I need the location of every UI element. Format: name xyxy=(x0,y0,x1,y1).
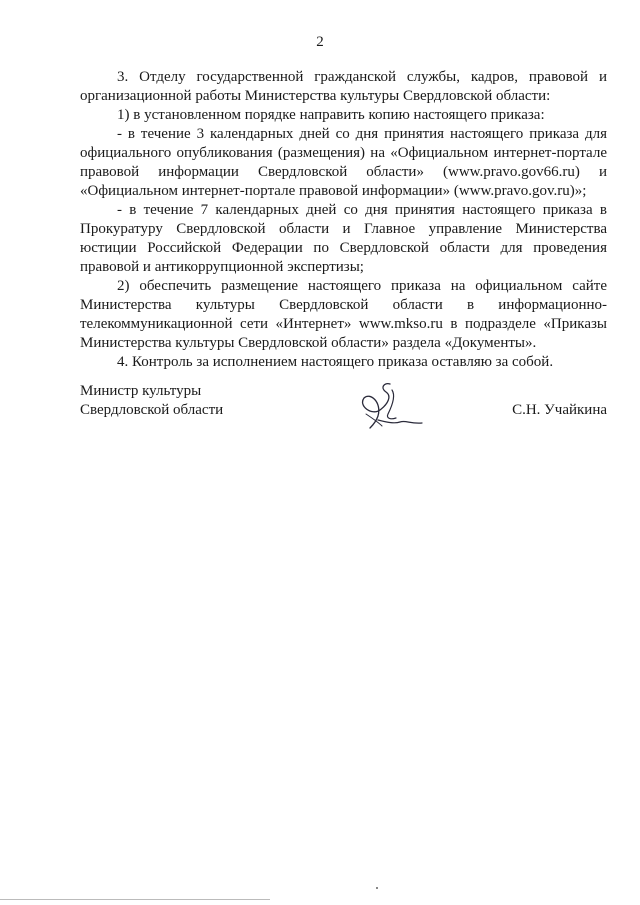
paragraph-item-3: 3. Отделу государственной гражданской службы, кадров, правовой и организационной работы Министерства культуры Свердловской области: xyxy=(80,69,607,104)
page-number: 2 xyxy=(316,34,324,50)
paragraph-subitem-2: 2) обеспечить размещение настоящего приказа на официальном сайте Министерства культуры Свердловской области в информационно-телекоммуникационной сети «Интернет» www.mkso.ru в подразделе «Приказы Министерства культуры Свердловской области» раздела «Документы». xyxy=(80,278,607,351)
document-body xyxy=(80,68,607,372)
signatory-name: С.Н. Учайкина xyxy=(512,402,607,418)
handwritten-signature-icon xyxy=(348,376,428,436)
paragraph-prosecutor: - в течение 7 календарных дней со дня принятия настоящего приказа в Прокуратуру Свердловской области и Главное управление Министерства юстиции Российской Федерации по Свердловской области для проведения правовой и антикоррупционной экспертизы; xyxy=(80,202,607,275)
paragraph-publication: - в течение 3 календарных дней со дня принятия настоящего приказа для официального опубликования (размещения) на «Официальном интернет-портале правовой информации Свердловской области» (www.pravo.gov66.ru) и «Официальном интернет-портале правовой информации» (www.pravo.gov.ru)»; xyxy=(80,126,607,199)
paragraph-item-4: 4. Контроль за исполнением настоящего приказа оставляю за собой. xyxy=(117,354,554,370)
signature-block xyxy=(80,382,607,432)
signatory-position xyxy=(80,382,223,420)
paragraph-subitem-1: 1) в установленном порядке направить копию настоящего приказа: xyxy=(117,107,545,123)
signatory-position-line1: Министр культуры xyxy=(80,383,202,399)
scan-artifact-dot xyxy=(376,887,378,889)
page-bottom-rule xyxy=(0,899,270,900)
signatory-position-line2: Свердловской области xyxy=(80,402,224,418)
